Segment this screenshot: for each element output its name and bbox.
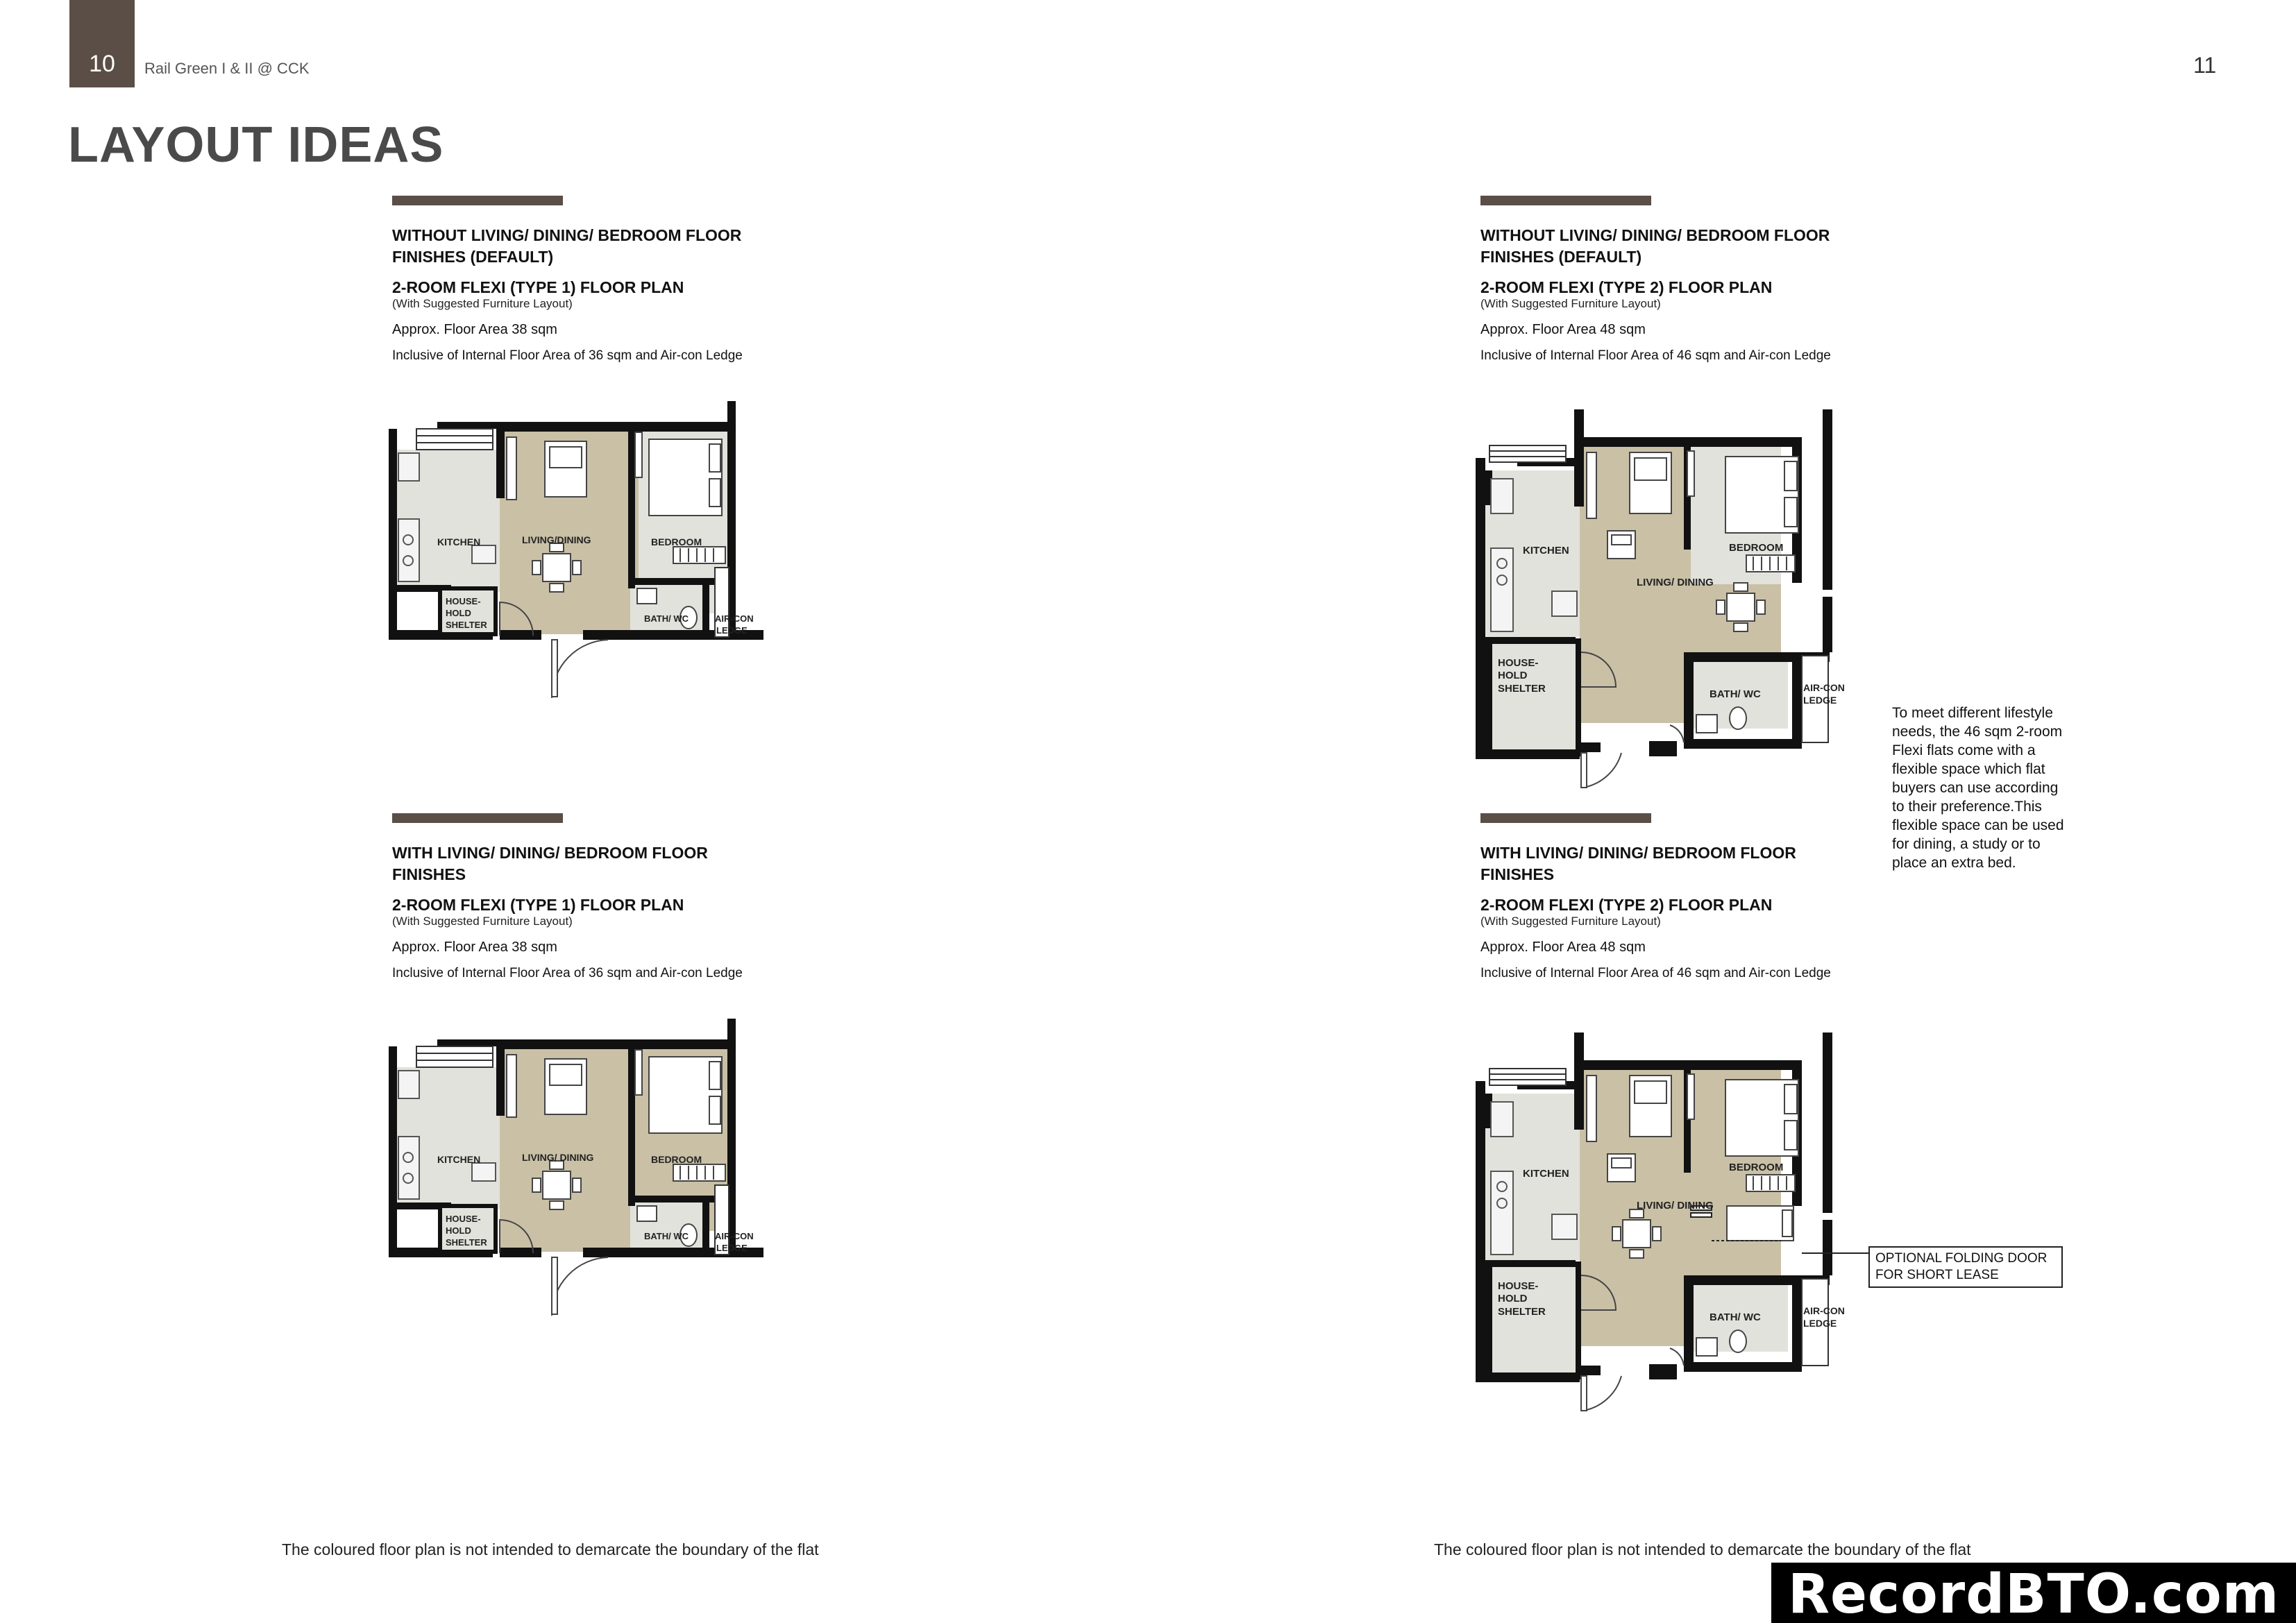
- wardrobe: [1746, 1175, 1795, 1191]
- floor-area: Approx. Floor Area 48 sqm: [1480, 940, 1646, 955]
- label-aircon-1: AIR-CON: [715, 1231, 754, 1241]
- finish-heading: WITHOUT LIVING/ DINING/ BEDROOM FLOOR FINISHES (DEFAULT): [392, 226, 742, 266]
- page-title: LAYOUT IDEAS: [68, 117, 444, 173]
- bedroom-cabinet: [1687, 1074, 1694, 1119]
- label-living-dining: LIVING/ DINING: [1637, 1200, 1714, 1212]
- wardrobe: [1746, 555, 1795, 572]
- plan-block-type2-finishes: [1480, 813, 1841, 982]
- internal-area: Inclusive of Internal Floor Area of 36 sqm and Air-con Ledge: [392, 348, 743, 363]
- label-living-dining: LIVING/ DINING: [1637, 577, 1714, 588]
- bedroom-cabinet: [635, 1050, 642, 1095]
- plan-title: 2-ROOM FLEXI (TYPE 1) FLOOR PLAN: [392, 896, 684, 914]
- label-bedroom: BEDROOM: [1729, 1162, 1784, 1173]
- sofa: [1630, 1076, 1671, 1137]
- bed: [1725, 457, 1798, 533]
- finish-heading: WITHOUT LIVING/ DINING/ BEDROOM FLOOR FINISHES (DEFAULT): [1480, 226, 1830, 266]
- left-page-number: 10: [69, 0, 135, 87]
- label-shelter-1: HOUSE-: [1498, 657, 1539, 669]
- accent-bar: [392, 196, 563, 205]
- wardrobe: [673, 547, 725, 563]
- floor-plan-type2-finishes: [1476, 1033, 1850, 1414]
- footnote-left: The coloured floor plan is not intended to demarcate the boundary of the flat: [282, 1540, 819, 1558]
- label-kitchen: KITCHEN: [437, 1154, 481, 1165]
- label-shelter-2: HOLD: [446, 608, 471, 618]
- finish-heading: WITH LIVING/ DINING/ BEDROOM FLOOR FINISHES: [1480, 844, 1796, 883]
- label-aircon-1: AIR-CON: [1803, 1305, 1845, 1316]
- shelter-wall: [1485, 644, 1492, 749]
- label-shelter-1: HOUSE-: [1498, 1280, 1539, 1292]
- label-aircon-2: LEDGE: [1803, 1318, 1837, 1329]
- floor-plan-type2-default: [1476, 409, 1850, 791]
- label-kitchen: KITCHEN: [1523, 1168, 1569, 1180]
- furniture-note: (With Suggested Furniture Layout): [392, 297, 573, 310]
- label-bedroom: BEDROOM: [651, 536, 702, 547]
- cabinet: [507, 1055, 516, 1117]
- label-kitchen: KITCHEN: [437, 536, 481, 547]
- armchair: [1607, 1154, 1635, 1182]
- wardrobe: [673, 1164, 725, 1181]
- bed: [649, 439, 722, 516]
- floor-plan-type1-default: [389, 401, 763, 713]
- label-shelter-2: HOLD: [1498, 670, 1528, 681]
- label-shelter-1: HOUSE-: [446, 1214, 481, 1224]
- plan-block-type2-default: [1480, 196, 1841, 364]
- label-shelter-2: HOLD: [1498, 1293, 1528, 1305]
- label-bath-wc: BATH/ WC: [1710, 688, 1761, 700]
- bedroom-cabinet: [1687, 451, 1694, 496]
- label-shelter-3: SHELTER: [446, 1237, 487, 1248]
- label-living-dining: LIVING/ DINING: [522, 1152, 594, 1163]
- label-aircon-2: LEDGE: [1803, 695, 1837, 706]
- label-shelter-3: SHELTER: [446, 620, 487, 630]
- floor-area: Approx. Floor Area 38 sqm: [392, 940, 557, 955]
- floor-plan-type1-finishes: [389, 1019, 763, 1331]
- label-kitchen: KITCHEN: [1523, 545, 1569, 556]
- internal-area: Inclusive of Internal Floor Area of 46 sqm and Air-con Ledge: [1480, 348, 1831, 363]
- furniture-note: (With Suggested Furniture Layout): [1480, 297, 1661, 310]
- label-aircon-1: AIR-CON: [715, 613, 754, 624]
- bedroom-cabinet: [635, 432, 642, 477]
- right-page-number: 11: [2193, 53, 2217, 78]
- plan-block-type1-default: [392, 196, 753, 364]
- running-head: Rail Green I & II @ CCK: [144, 60, 310, 77]
- label-bedroom: BEDROOM: [1729, 542, 1784, 554]
- label-bedroom: BEDROOM: [651, 1154, 702, 1165]
- internal-area: Inclusive of Internal Floor Area of 36 sqm and Air-con Ledge: [392, 966, 743, 980]
- bed: [649, 1057, 722, 1133]
- floor-area: Approx. Floor Area 38 sqm: [392, 322, 557, 337]
- furniture-note: (With Suggested Furniture Layout): [392, 915, 573, 928]
- label-shelter-1: HOUSE-: [446, 596, 481, 606]
- label-aircon-2: LEDGE: [716, 625, 748, 636]
- accent-bar: [1480, 196, 1651, 205]
- label-aircon-2: LEDGE: [716, 1243, 748, 1253]
- plan-title: 2-ROOM FLEXI (TYPE 2) FLOOR PLAN: [1480, 278, 1773, 296]
- cabinet: [1587, 452, 1596, 518]
- armchair: [1607, 531, 1635, 559]
- label-shelter-3: SHELTER: [1498, 1306, 1546, 1318]
- internal-area: Inclusive of Internal Floor Area of 46 sqm and Air-con Ledge: [1480, 966, 1831, 980]
- footnote-right: The coloured floor plan is not intended to demarcate the boundary of the flat: [1434, 1540, 1971, 1558]
- sofa: [545, 1059, 586, 1114]
- flexi-space-note: To meet different lifestyle needs, the 46 sqm 2-room Flexi flats come with a flexible space which flat buyers can use according to their preference.This flexible space can be used for dining, a study or to place an extra bed.: [1892, 705, 2064, 871]
- accent-bar: [392, 813, 563, 823]
- plan-block-type1-finishes: [392, 813, 753, 982]
- plan-title: 2-ROOM FLEXI (TYPE 1) FLOOR PLAN: [392, 278, 684, 296]
- sofa: [545, 441, 586, 497]
- finish-heading: WITH LIVING/ DINING/ BEDROOM FLOOR FINISHES: [392, 844, 708, 883]
- label-bath-wc: BATH/ WC: [644, 1231, 689, 1241]
- sofa: [1630, 452, 1671, 513]
- furniture-note: (With Suggested Furniture Layout): [1480, 915, 1661, 928]
- shelter-wall: [1485, 1267, 1492, 1373]
- floor-area: Approx. Floor Area 48 sqm: [1480, 322, 1646, 337]
- extra-bed: [1727, 1206, 1793, 1241]
- label-bath-wc: BATH/ WC: [1710, 1311, 1761, 1323]
- accent-bar: [1480, 813, 1651, 823]
- label-shelter-3: SHELTER: [1498, 683, 1546, 695]
- bed: [1725, 1080, 1798, 1156]
- plan-title: 2-ROOM FLEXI (TYPE 2) FLOOR PLAN: [1480, 896, 1773, 914]
- cabinet: [1587, 1076, 1596, 1141]
- watermark: RecordBTO.com: [1771, 1563, 2296, 1623]
- label-aircon-1: AIR-CON: [1803, 682, 1845, 693]
- label-bath-wc: BATH/ WC: [644, 613, 689, 624]
- label-living-dining: LIVING/DINING: [522, 534, 591, 545]
- folding-door-callout: OPTIONAL FOLDING DOOR FOR SHORT LEASE: [1868, 1246, 2063, 1288]
- label-shelter-2: HOLD: [446, 1225, 471, 1236]
- cabinet: [507, 437, 516, 500]
